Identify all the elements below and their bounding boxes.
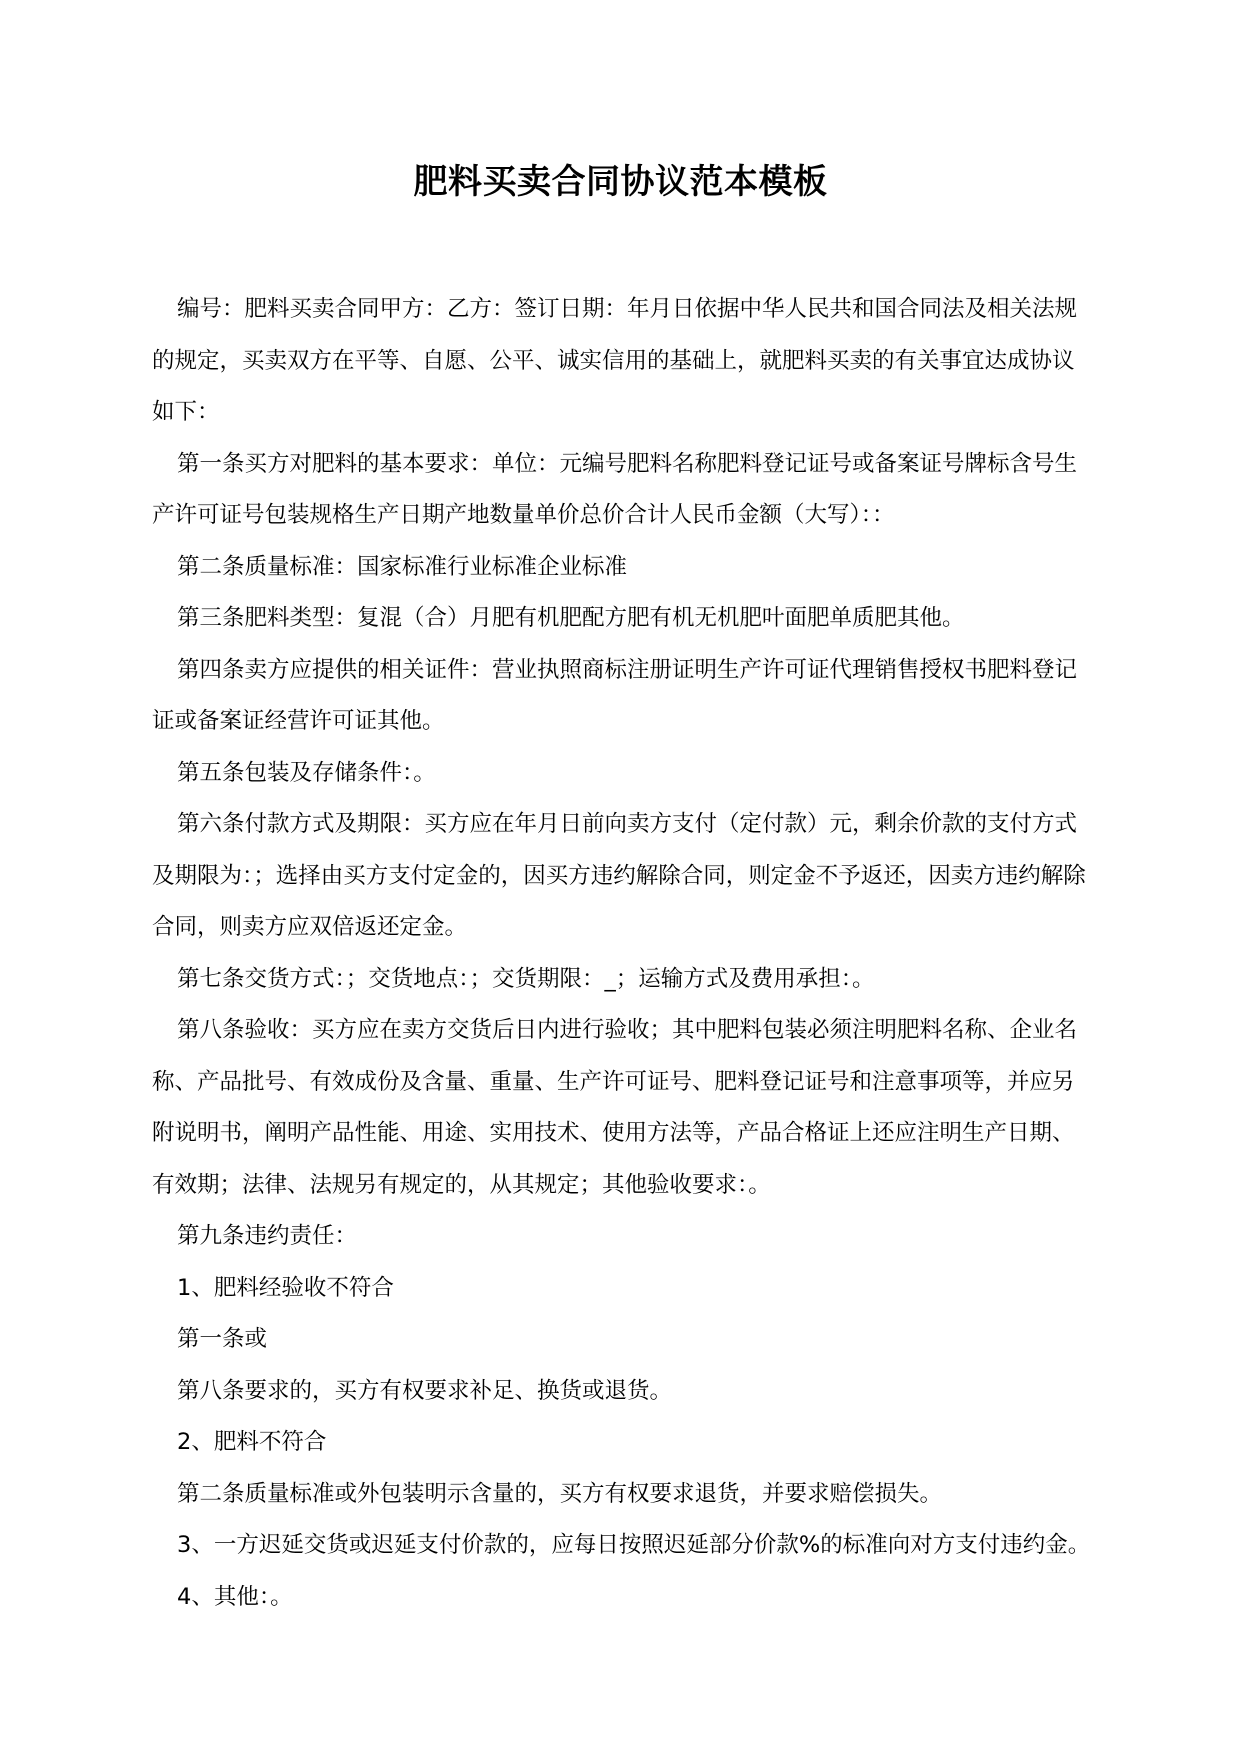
paragraph-clause-1-ref-b: 第八条要求的，买方有权要求补足、换货或退货。	[177, 1377, 673, 1404]
paragraph-article-6: 第六条付款方式及期限：买方应在年月日前向卖方支付（定付款）元，剩余价款的支付方式及期限为：；选择由买方支付定金的，因买方违约解除合同，则定金不予返还，因卖方违约解除合同，则卖方应双倍返还定金。	[152, 811, 1086, 940]
paragraph-article-5: 第五条包装及存储条件：。	[177, 759, 436, 786]
paragraph-clause-2: 2、肥料不符合	[177, 1429, 327, 1455]
paragraph-article-9: 第九条违约责任：	[177, 1223, 358, 1249]
paragraph-preamble: 编号：肥料买卖合同甲方：乙方：签订日期：年月日依据中华人民共和国合同法及相关法规的规定，买卖双方在平等、自愿、公平、诚实信用的基础上，就肥料买卖的有关事宜达成协议如下：	[152, 296, 1078, 425]
paragraph-clause-1: 1、肥料经验收不符合	[177, 1274, 394, 1301]
paragraph-clause-1-ref-a: 第一条或	[177, 1326, 268, 1352]
paragraph-article-7: 第七条交货方式：；交货地点：；交货期限：_；运输方式及费用承担：。	[177, 965, 875, 992]
document-title: 肥料买卖合同协议范本模板	[413, 162, 828, 202]
paragraph-article-3: 第三条肥料类型：复混（合）月肥有机肥配方肥有机无机肥叶面肥单质肥其他。	[177, 605, 965, 631]
paragraph-article-2: 第二条质量标准：国家标准行业标准企业标准	[177, 553, 628, 580]
paragraph-clause-2-ref: 第二条质量标准或外包装明示含量的，买方有权要求退货，并要求赔偿损失。	[177, 1480, 943, 1507]
paragraph-article-8: 第八条验收：买方应在卖方交货后日内进行验收；其中肥料包装必须注明肥料名称、企业名称、产品批号、有效成份及含量、重量、生产许可证号、肥料登记证号和注意事项等，并应另附说明书，阐明产品性能、用途、实用技术、使用方法等，产品合格证上还应注明生产日期、有效期；法律、法规另有规定的，从其规定；其他验收要求：。	[152, 1017, 1078, 1198]
document-body	[152, 284, 1092, 1623]
paragraph-article-4: 第四条卖方应提供的相关证件：营业执照商标注册证明生产许可证代理销售授权书肥料登记证或备案证经营许可证其他。	[152, 656, 1078, 734]
paragraph-clause-3: 3、一方迟延交货或迟延支付价款的，应每日按照迟延部分价款%的标准向对方支付违约金。	[177, 1532, 1091, 1558]
paragraph-clause-4: 4、其他：。	[177, 1583, 293, 1610]
paragraph-article-1: 第一条买方对肥料的基本要求：单位：元编号肥料名称肥料登记证号或备案证号牌标含号生产许可证号包装规格生产日期产地数量单价总价合计人民币金额（大写）：：	[152, 450, 1078, 528]
